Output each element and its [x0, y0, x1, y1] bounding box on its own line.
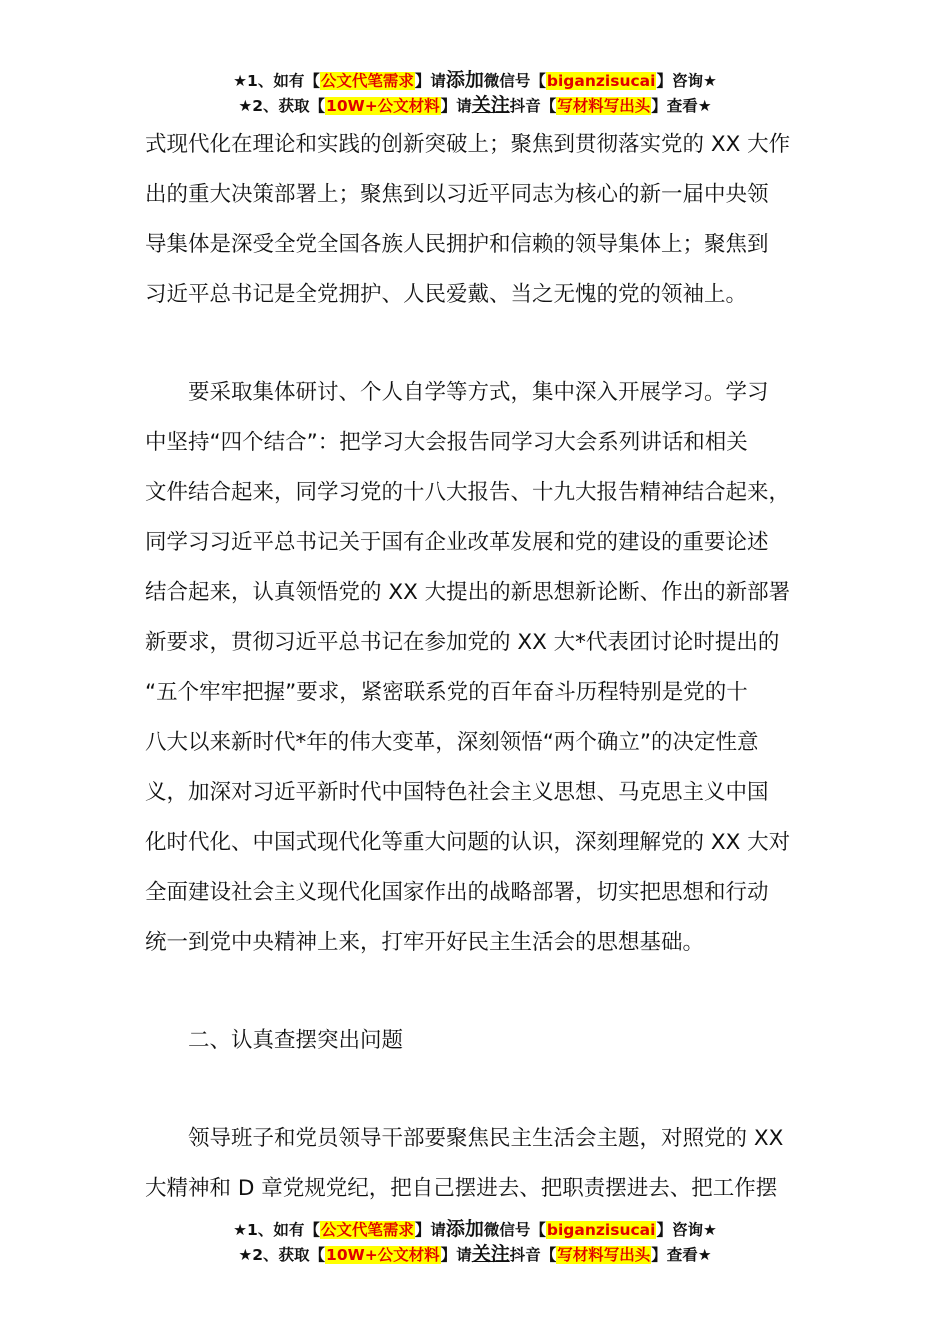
banner-text: 】查看★ — [651, 1246, 712, 1264]
text-line: 式现代化在理论和实践的创新突破上；聚焦到贯彻落实党的 XX 大作 — [145, 132, 791, 157]
banner-text: 】查看★ — [651, 97, 712, 115]
text-line: 导集体是深受全党全国各族人民拥护和信赖的领导集体上；聚焦到 — [145, 232, 769, 257]
text-line: 新要求，贯彻习近平总书记在参加党的 XX 大*代表团讨论时提出的 — [145, 630, 780, 655]
banner-line-1 — [0, 1217, 950, 1242]
text-line: 义，加深对习近平新时代中国特色社会主义思想、马克思主义中国 — [145, 780, 769, 805]
text-line: 化时代化、中国式现代化等重大问题的认识，深刻理解党的 XX 大对 — [145, 830, 791, 855]
banner-line-2 — [0, 93, 950, 118]
douyin-account: 写材料写出头 — [557, 97, 651, 115]
banner-text: 微信号【 — [483, 72, 546, 90]
banner-text: 抖音【 — [509, 1246, 557, 1264]
text-line: 同学习习近平总书记关于国有企业改革发展和党的建设的重要论述 — [145, 530, 769, 555]
highlight-label: 公文代笔需求 — [320, 1221, 414, 1239]
banner-text: ★2、获取【 — [238, 97, 326, 115]
section-heading: 二、认真查摆突出问题 — [188, 1028, 404, 1053]
highlight-label: 10W+公文材料 — [326, 1246, 440, 1264]
text-line: 结合起来，认真领悟党的 XX 大提出的新思想新论断、作出的新部署 — [145, 580, 791, 605]
text-line: 中坚持“四个结合”：把学习大会报告同学习大会系列讲话和相关 — [145, 430, 748, 455]
emphasis-text: 添加 — [445, 69, 484, 91]
text-line: 八大以来新时代*年的伟大变革，深刻领悟“两个确立”的决定性意 — [145, 730, 759, 755]
banner-text: 微信号【 — [483, 1221, 546, 1239]
text-line: 领导班子和党员领导干部要聚焦民主生活会主题，对照党的 XX — [188, 1126, 784, 1151]
highlight-label: 公文代笔需求 — [320, 72, 414, 90]
banner-text: 抖音【 — [509, 97, 557, 115]
banner-text: 】请 — [414, 72, 446, 90]
banner-text: 】请 — [414, 1221, 446, 1239]
emphasis-text: 添加 — [445, 1218, 484, 1240]
header-banner — [0, 68, 950, 118]
text-line: 文件结合起来，同学习党的十八大报告、十九大报告精神结合起来， — [145, 480, 791, 505]
banner-line-1 — [0, 68, 950, 93]
banner-line-2 — [0, 1242, 950, 1267]
banner-text: 】咨询★ — [656, 1221, 717, 1239]
text-line: 统一到党中央精神上来，打牢开好民主生活会的思想基础。 — [145, 930, 705, 955]
banner-text: 】请 — [440, 97, 472, 115]
highlight-label: 10W+公文材料 — [326, 97, 440, 115]
banner-text: 】咨询★ — [656, 72, 717, 90]
footer-banner — [0, 1217, 950, 1267]
emphasis-text: 关注 — [471, 94, 510, 116]
emphasis-text: 关注 — [471, 1243, 510, 1265]
text-line: 习近平总书记是全党拥护、人民爱戴、当之无愧的党的领袖上。 — [145, 282, 748, 307]
text-line: “五个牢牢把握”要求，紧密联系党的百年奋斗历程特别是党的十 — [145, 680, 748, 705]
banner-text: 】请 — [440, 1246, 472, 1264]
wechat-id: biganzisucai — [546, 1221, 656, 1239]
banner-text: ★1、如有【 — [233, 1221, 320, 1239]
paragraph-3 — [145, 1114, 835, 1214]
banner-text: ★2、获取【 — [238, 1246, 326, 1264]
douyin-account: 写材料写出头 — [557, 1246, 651, 1264]
paragraph-2 — [145, 368, 835, 968]
text-line: 出的重大决策部署上；聚焦到以习近平同志为核心的新一届中央领 — [145, 182, 769, 207]
text-line: 要采取集体研讨、个人自学等方式，集中深入开展学习。学习 — [188, 380, 769, 405]
paragraph-1 — [145, 120, 835, 320]
text-line: 大精神和 D 章党规党纪，把自己摆进去、把职责摆进去、把工作摆 — [145, 1176, 778, 1201]
text-line: 全面建设社会主义现代化国家作出的战略部署，切实把思想和行动 — [145, 880, 769, 905]
document-body — [145, 120, 835, 1214]
banner-text: ★1、如有【 — [233, 72, 320, 90]
wechat-id: biganzisucai — [546, 72, 656, 90]
